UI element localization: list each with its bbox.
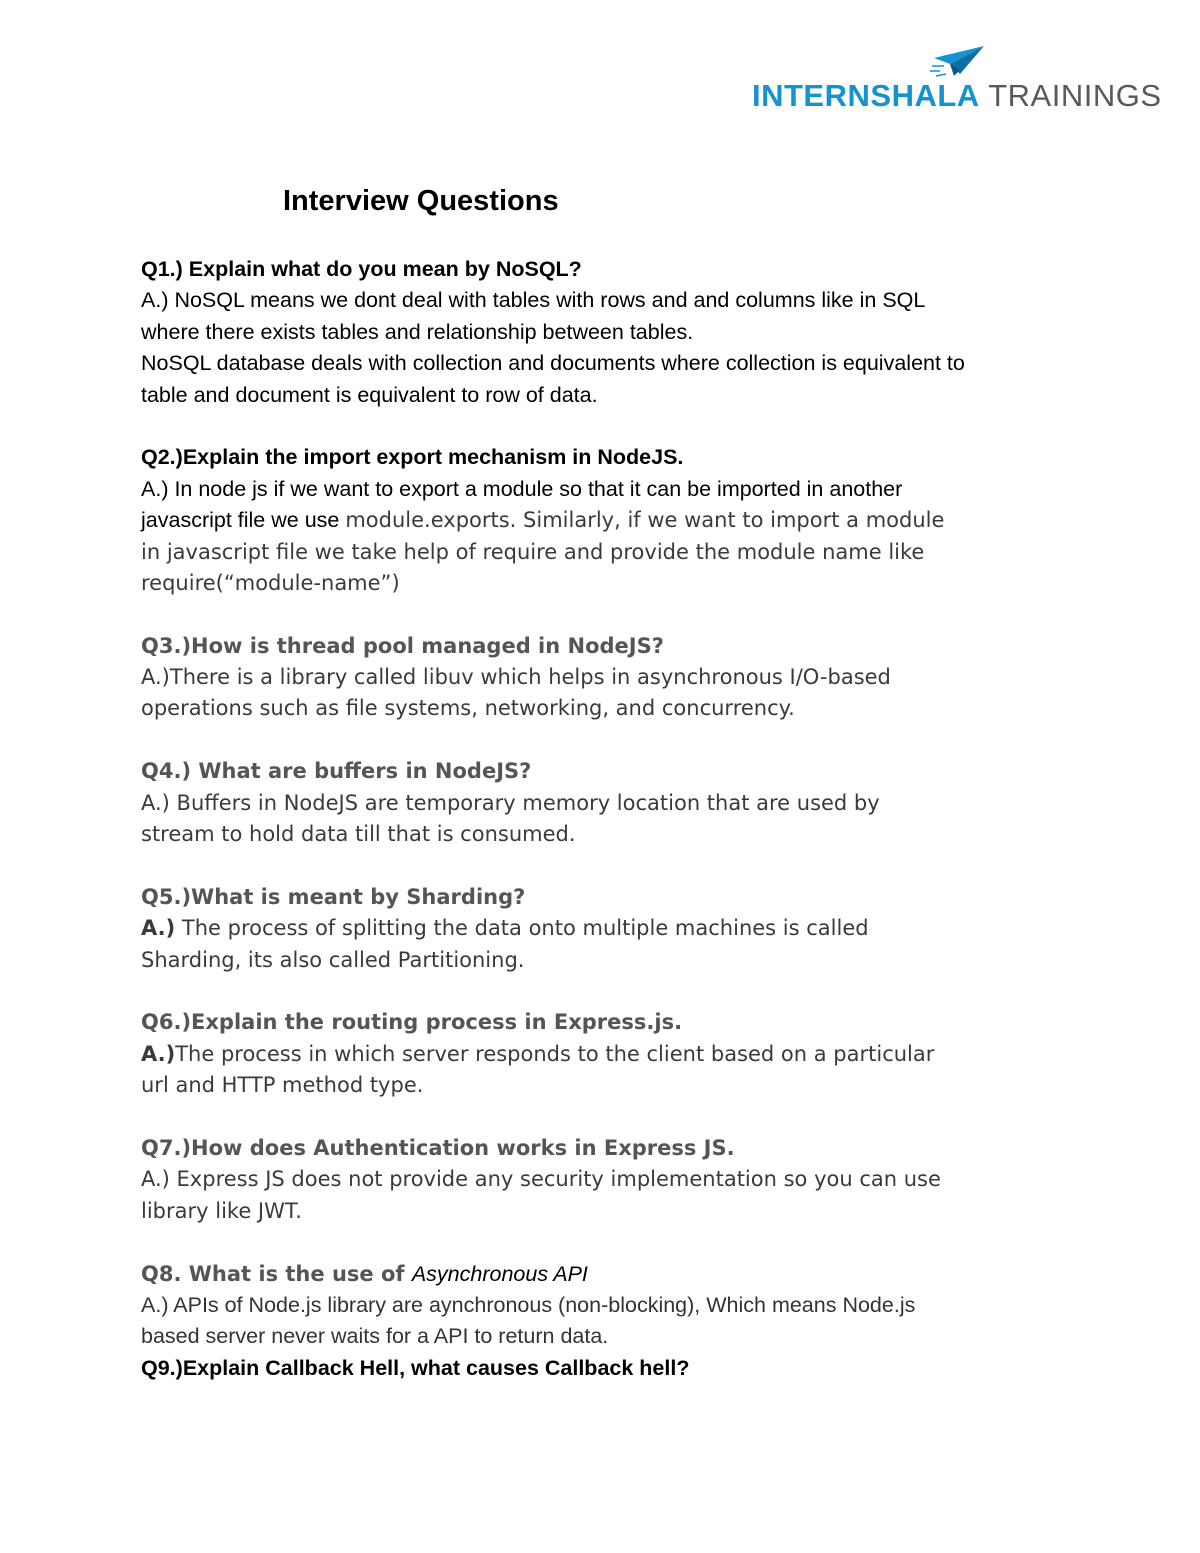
answer-7-line-2: library like JWT.: [141, 1198, 302, 1223]
question-8-a: Q8. What is the use of: [141, 1261, 412, 1286]
question-5: Q5.)What is meant by Sharding?: [141, 884, 526, 909]
question-3: Q3.)How is thread pool managed in NodeJS?: [141, 633, 664, 658]
answer-1-line-4: table and document is equivalent to row of data.: [141, 382, 598, 407]
answer-1-line-3: NoSQL database deals with collection and documents where collection is equivalent to: [141, 351, 965, 376]
answer-2-line-1: A.) In node js if we want to export a module so that it can be imported in another: [141, 476, 903, 501]
question-2: Q2.)Explain the import export mechanism in NodeJS.: [141, 445, 684, 470]
answer-2-line-2-b: module.exports. Similarly, if we want to import a module: [345, 508, 945, 533]
question-9: Q9.)Explain Callback Hell, what causes Callback hell?: [141, 1355, 690, 1380]
question-4: Q4.) What are buffers in NodeJS?: [141, 759, 532, 784]
answer-1-line-1: A.) NoSQL means we dont deal with tables with rows and and columns like in SQL: [141, 288, 926, 313]
answer-5-line-1: [141, 913, 1061, 944]
answer-2-line-2-a: javascript file we use: [141, 508, 346, 533]
answer-4-line-1: A.) Buffers in NodeJS are temporary memory location that are used by: [141, 790, 880, 815]
answer-7-line-1: A.) Express JS does not provide any security implementation so you can use: [141, 1167, 941, 1192]
logo-light-text: TRAININGS: [979, 78, 1162, 113]
answer-2-line-3: in javascript file we take help of require and provide the module name like: [141, 539, 925, 564]
question-1: Q1.) Explain what do you mean by NoSQL?: [141, 257, 582, 281]
answer-3-line-1: A.)There is a library called libuv which helps in asynchronous I/O-based: [141, 665, 891, 690]
question-6: Q6.)Explain the routing process in Express.js.: [141, 1010, 683, 1035]
answer-8-line-2: based server never waits for a API to return data.: [141, 1324, 609, 1349]
answer-2-line-4: require(“module-name”): [141, 570, 400, 595]
logo-text: [752, 78, 1162, 114]
page-title: Interview Questions: [283, 185, 559, 217]
answer-5-prefix: A.): [141, 916, 176, 941]
answer-3-line-2: operations such as file systems, networking, and concurrency.: [141, 696, 795, 721]
internshala-logo: [752, 44, 1162, 114]
question-8: [141, 1259, 1061, 1290]
question-8-b: Asynchronous API: [411, 1261, 588, 1286]
question-7: Q7.)How does Authentication works in Express JS.: [141, 1135, 735, 1160]
answer-2-line-2: [141, 505, 1061, 536]
answer-5-line-2: Sharding, its also called Partitioning.: [141, 947, 525, 972]
answer-8-line-1: A.) APIs of Node.js library are aynchronous (non-blocking), Which means Node.js: [141, 1292, 916, 1317]
answer-4-line-2: stream to hold data till that is consumed.: [141, 822, 576, 847]
answer-6-line-2: url and HTTP method type.: [141, 1073, 424, 1098]
answer-6-prefix: A.): [141, 1041, 176, 1066]
answer-6-line-1: [141, 1039, 1061, 1070]
qa-content: [141, 254, 1061, 1384]
answer-1-line-2: where there exists tables and relationship between tables.: [141, 319, 694, 344]
answer-6-text: The process in which server responds to the client based on a particular: [175, 1041, 935, 1066]
logo-bold-text: INTERNSHALA: [752, 78, 980, 113]
answer-5-text: The process of splitting the data onto multiple machines is called: [175, 916, 869, 941]
paper-plane-icon: [930, 44, 986, 80]
